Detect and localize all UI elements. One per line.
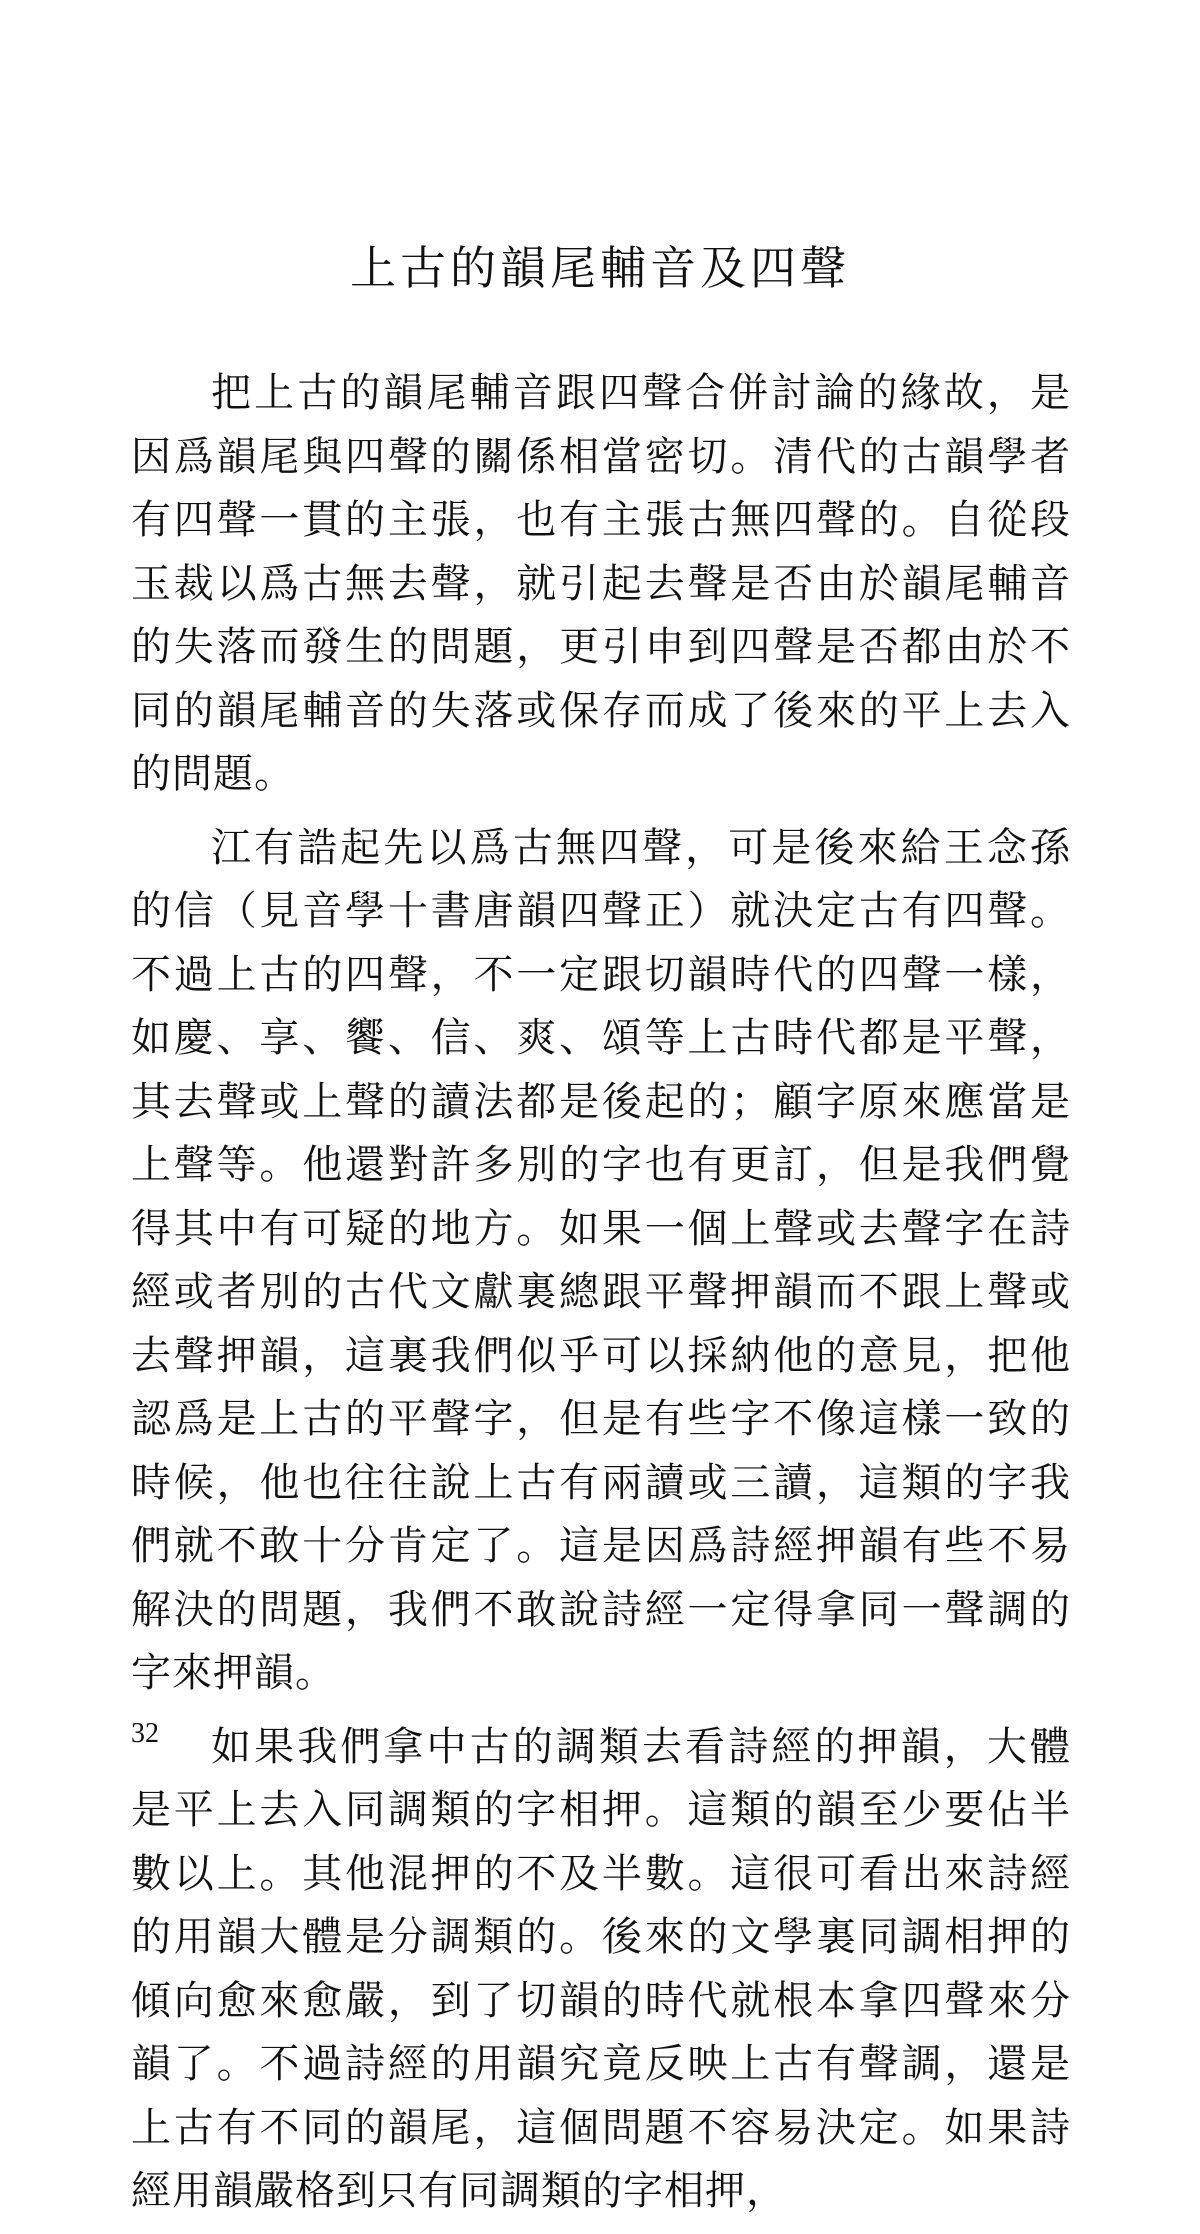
page-number: 32	[131, 1718, 159, 1749]
paragraph-1: 把上古的韻尾輔音跟四聲合併討論的緣故，是因爲韻尾與四聲的關係相當密切。清代的古韻學者有四聲一貫的主張，也有主張古無四聲的。自從段玉裁以爲古無去聲，就引起去聲是否由於韻尾輔音的失落而發生的問題，更引申到四聲是否都由於不同的韻尾輔音的失落或保存而成了後來的平上去入的問題。	[131, 370, 1071, 797]
paragraph-3: 如果我們拿中古的調類去看詩經的押韻，大體是平上去入同調類的字相押。這類的韻至少要佔半數以上。其他混押的不及半數。這很可看出來詩經的用韻大體是分調類的。後來的文學裏同調相押的傾向愈來愈嚴，到了切韻的時代就根本拿四聲來分韻了。不過詩經的用韻究竟反映上古有聲調，還是上古有不同的韻尾，這個問題不容易決定。如果詩經用韻嚴格到只有同調類的字相押，	[131, 1723, 1071, 2214]
body-text	[131, 362, 1071, 2234]
paragraph-2: 江有誥起先以爲古無四聲，可是後來給王念孫的信（見音學十書唐韻四聲正）就決定古有四聲。不過上古的四聲，不一定跟切韻時代的四聲一樣，如慶、享、饗、信、爽、頌等上古時代都是平聲，其去聲或上聲的讀法都是後起的；顧字原來應當是上聲等。他還對許多別的字也有更訂，但是我們覺得其中有可疑的地方。如果一個上聲或去聲字在詩經或者別的古代文獻裏總跟平聲押韻而不跟上聲或去聲押韻，這裏我們似乎可以採納他的意見，把他認爲是上古的平聲字，但是有些字不像這樣一致的時候，他也往往說上古有兩讀或三讀，這類的字我們就不敢十分肯定了。這是因爲詩經押韻有些不易解決的問題，我們不敢說詩經一定得拿同一聲調的字來押韻。	[131, 824, 1071, 1696]
chapter-title: 上古的韻尾輔音及四聲	[350, 241, 850, 295]
